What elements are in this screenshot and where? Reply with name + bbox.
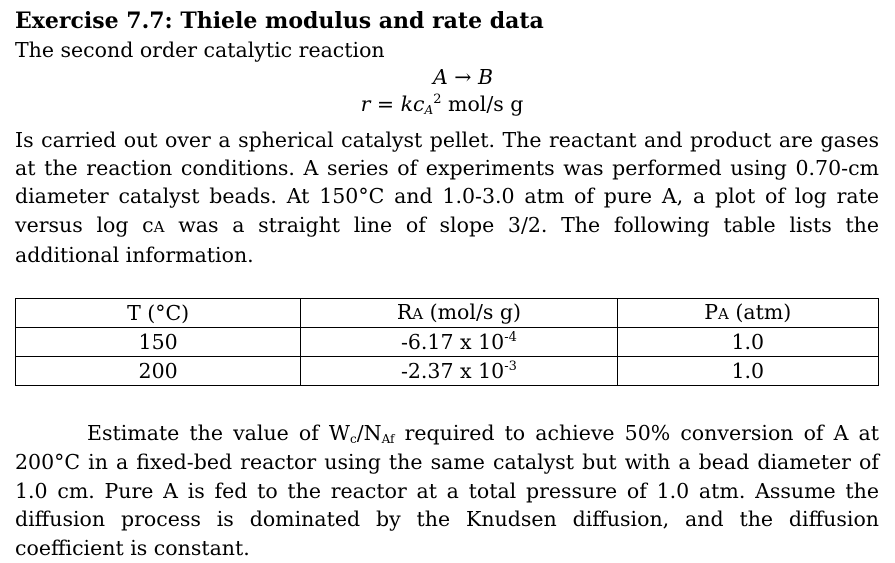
document-page (15, 6, 879, 561)
header-rate-sub: A (412, 305, 424, 323)
header-pressure-sub: A (718, 305, 729, 323)
table-row (16, 328, 879, 357)
paragraph1-part1: Is carried out over a spherical catalyst pellet. The reactant and product are gases at the reaction conditions. A series of experiments was performed using 0.70-cm diameter catalyst beads. At 150°C and 1.0-3.0 atm of pure A, a plot of log rate versus log c (15, 128, 879, 237)
paragraph1-small-a: A (153, 217, 165, 236)
exercise-title: Exercise 7.7: Thiele modulus and rate data (15, 8, 544, 34)
problem-paragraph-1 (15, 126, 879, 269)
paragraph2-part2: /N (356, 421, 382, 445)
cell-pressure: 1.0 (617, 357, 878, 386)
cell-temperature: 150 (16, 328, 301, 357)
rate-kc: kc (400, 92, 425, 116)
paragraph2-sub2: Af (381, 432, 395, 446)
cell-rate (301, 357, 617, 386)
cell-temperature: 200 (16, 357, 301, 386)
header-pressure (617, 299, 878, 328)
reaction-equation (47, 64, 879, 91)
intro-text: The second order catalytic reaction (15, 38, 385, 62)
header-pressure-main: P (704, 300, 719, 324)
cell-rate-base: -2.37 x 10 (400, 359, 505, 383)
header-pressure-rest: (atm) (728, 300, 792, 324)
table-row (16, 357, 879, 386)
paragraph1-part2: was a straight line of slope 3/2. The following table lists the additional information. (15, 212, 879, 267)
header-temperature: T (°C) (16, 299, 301, 328)
paragraph2-sub1: c (350, 432, 357, 446)
rate-data-table (15, 298, 879, 386)
header-rate-rest: (mol/s g) (423, 300, 522, 324)
rate-sub: A (424, 103, 434, 117)
cell-rate (301, 328, 617, 357)
rate-equation (5, 91, 879, 118)
rate-equals: = (370, 92, 401, 116)
cell-rate-base: -6.17 x 10 (400, 330, 505, 354)
header-rate (301, 299, 617, 328)
rate-sup: 2 (433, 92, 442, 107)
rate-lhs: r (360, 92, 371, 116)
paragraph2-part3: required to achieve 50% conversion of A at 200°C in a fixed-bed reactor using the same catalyst but with a bead diameter of 1.0 cm. Pure A is fed to the reactor at a total pressure of 1.0 atm. Assume the diffusion process is dominated by the Knudsen diffusion, and the diffusion coefficient is constant. (15, 421, 879, 561)
rate-units: mol/s g (441, 92, 524, 116)
cell-pressure: 1.0 (617, 328, 878, 357)
problem-paragraph-2 (15, 419, 879, 563)
reaction-equation-text: A → B (432, 65, 494, 89)
cell-rate-exp: -4 (504, 330, 517, 345)
table-header-row (16, 299, 879, 328)
header-rate-main: R (396, 300, 413, 324)
paragraph2-part1: Estimate the value of W (87, 421, 350, 445)
cell-rate-exp: -3 (504, 359, 517, 374)
